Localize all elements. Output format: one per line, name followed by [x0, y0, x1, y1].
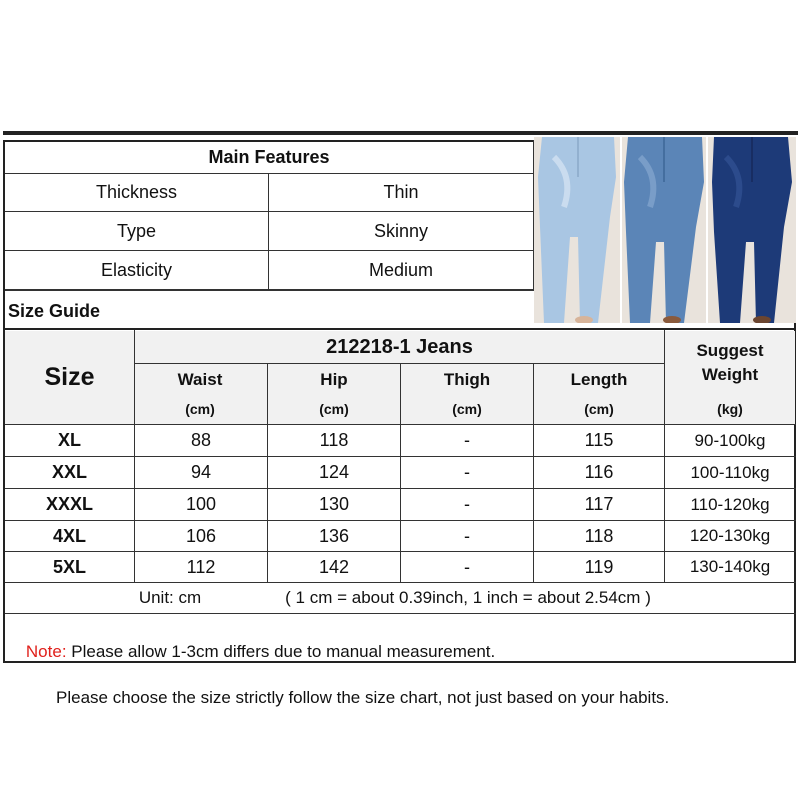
suggest-weight-header-line1: Suggest	[696, 341, 764, 360]
jeans-illustration	[534, 137, 796, 323]
weight-cell: 130-140kg	[689, 557, 771, 576]
unit-label: Unit: cm	[138, 588, 202, 607]
weight-cell: 120-130kg	[689, 526, 771, 545]
feature-label-type: Type	[116, 220, 157, 241]
feature-value-elasticity: Medium	[368, 259, 434, 280]
length-cell: 115	[584, 430, 614, 450]
size-cell: XXL	[51, 462, 87, 482]
hip-cell: 142	[318, 556, 350, 577]
length-unit: (cm)	[584, 401, 614, 417]
waist-cell: 112	[186, 556, 216, 577]
length-cell: 116	[584, 462, 614, 482]
waist-cell: 106	[185, 525, 217, 546]
jeans-product-photo	[534, 137, 796, 323]
weight-cell: 110-120kg	[690, 494, 770, 514]
length-cell: 117	[584, 494, 614, 514]
thigh-header: Thigh	[443, 370, 491, 389]
size-cell: 5XL	[52, 556, 86, 577]
waist-header: Waist	[177, 370, 223, 389]
waist-cell: 100	[185, 494, 217, 514]
note-line-2: Please choose the size strictly follow the size chart, not just based on your habits.	[56, 688, 670, 707]
feature-label-elasticity: Elasticity	[100, 259, 172, 280]
thigh-cell: -	[464, 462, 470, 482]
feature-label-thickness: Thickness	[95, 182, 178, 202]
product-name-header: 212218-1 Jeans	[326, 335, 473, 358]
weight-cell: 90-100kg	[694, 430, 766, 450]
note-block	[7, 617, 792, 709]
thigh-unit: (cm)	[452, 401, 482, 417]
suggest-weight-header-line2: Weight	[701, 365, 759, 384]
waist-cell: 94	[190, 462, 212, 482]
main-features-title: Main Features	[208, 147, 330, 167]
size-column-header: Size	[44, 363, 95, 391]
note-line-1: Please allow 1-3cm differs due to manual measurement.	[66, 642, 496, 661]
feature-value-thickness: Thin	[383, 182, 419, 202]
unit-conversion: ( 1 cm = about 0.39inch, 1 inch = about 2.54cm )	[285, 588, 651, 607]
hip-cell: 118	[319, 430, 349, 450]
hip-cell: 130	[318, 494, 350, 514]
length-header: Length	[570, 370, 628, 389]
hip-cell: 136	[318, 525, 350, 546]
weight-cell: 100-110kg	[690, 462, 770, 482]
size-cell: XL	[57, 430, 81, 450]
thigh-cell: -	[464, 525, 470, 546]
thigh-cell: -	[464, 494, 470, 514]
size-guide-title: Size Guide	[8, 300, 101, 321]
size-cell: XXXL	[45, 494, 93, 514]
waist-unit: (cm)	[185, 401, 215, 417]
size-cell: 4XL	[52, 525, 86, 546]
hip-cell: 124	[318, 462, 350, 482]
feature-value-type: Skinny	[373, 220, 429, 241]
length-cell: 119	[584, 556, 614, 577]
weight-unit: (kg)	[717, 401, 743, 417]
length-cell: 118	[584, 525, 614, 546]
top-divider	[3, 131, 798, 135]
hip-header: Hip	[320, 370, 348, 389]
thigh-cell: -	[464, 556, 470, 577]
waist-cell: 88	[190, 430, 212, 450]
thigh-cell: -	[464, 430, 470, 450]
note-label: Note:	[25, 642, 67, 661]
hip-unit: (cm)	[319, 401, 349, 417]
